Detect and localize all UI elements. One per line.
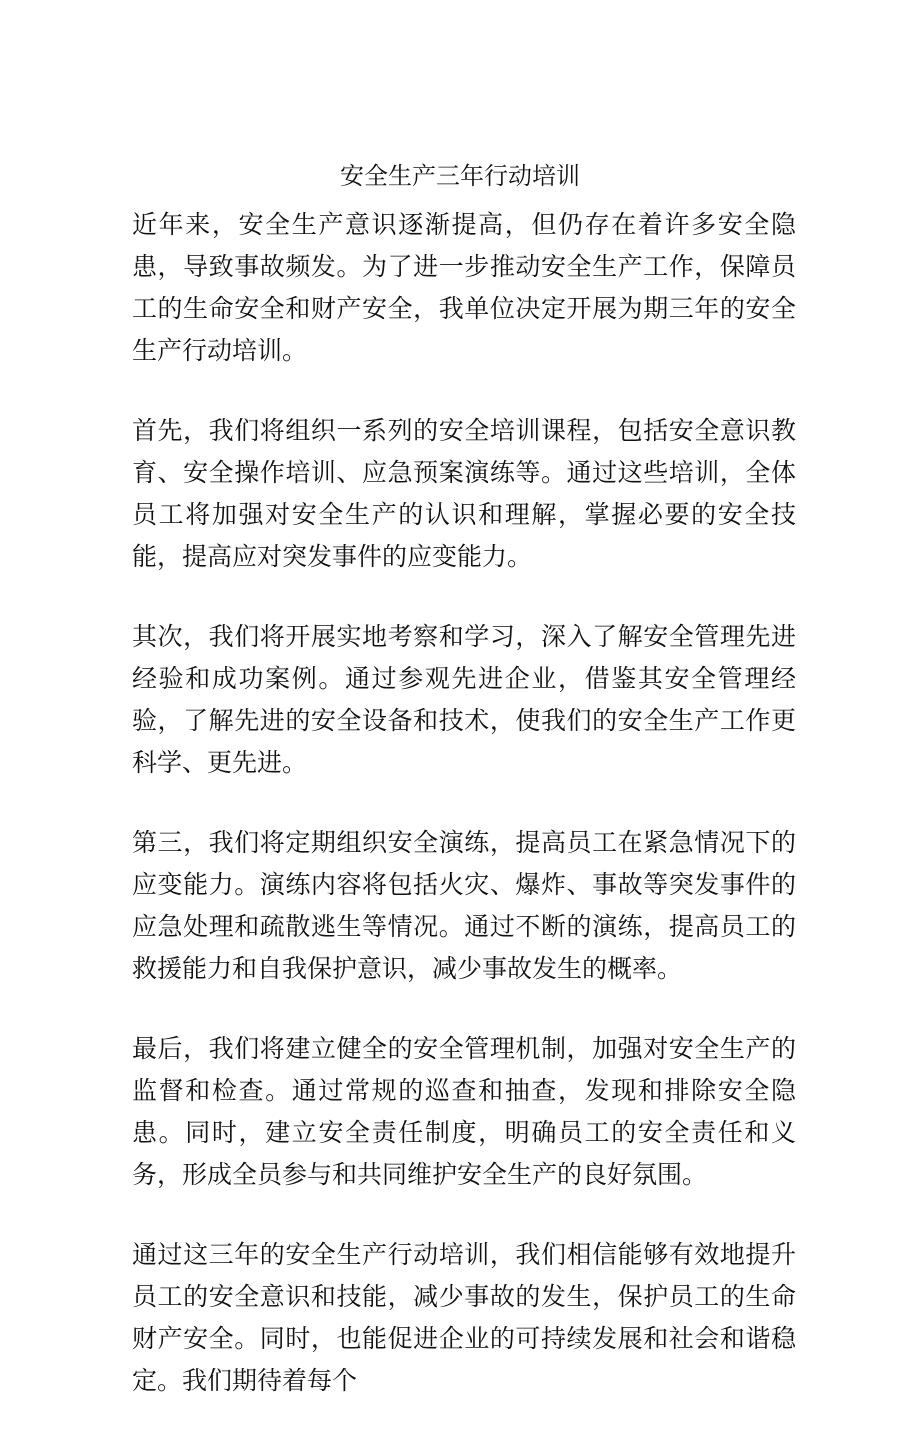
paragraph-conclusion: 通过这三年的安全生产行动培训，我们相信能够有效地提升员工的安全意识和技能，减少事故的发生，保护员工的生命财产安全。同时，也能促进企业的可持续发展和社会和谐稳定。我们期待着每个 <box>132 1240 796 1395</box>
paragraph-third: 第三，我们将定期组织安全演练，提高员工在紧急情况下的应变能力。演练内容将包括火灾、爆炸、事故等突发事件的应急处理和疏散逃生等情况。通过不断的演练，提高员工的救援能力和自我保护意识，减少事故发生的概率。 <box>132 828 796 983</box>
paragraph-first: 首先，我们将组织一系列的安全培训课程，包括安全意识教育、安全操作培训、应急预案演练等。通过这些培训，全体员工将加强对安全生产的认识和理解，掌握必要的安全技能，提高应对突发事件的应变能力。 <box>132 416 796 571</box>
paragraph-second: 其次，我们将开展实地考察和学习，深入了解安全管理先进经验和成功案例。通过参观先进企业，借鉴其安全管理经验，了解先进的安全设备和技术，使我们的安全生产工作更科学、更先进。 <box>132 622 796 777</box>
paragraph-intro: 近年来，安全生产意识逐渐提高，但仍存在着许多安全隐患，导致事故频发。为了进一步推动安全生产工作，保障员工的生命安全和财产安全，我单位决定开展为期三年的安全生产行动培训。 <box>132 210 796 365</box>
paragraph-last: 最后，我们将建立健全的安全管理机制，加强对安全生产的监督和检查。通过常规的巡查和抽查，发现和排除安全隐患。同时，建立安全责任制度，明确员工的安全责任和义务，形成全员参与和共同维护安全生产的良好氛围。 <box>132 1034 796 1189</box>
document-title: 安全生产三年行动培训 <box>340 162 580 190</box>
document-body <box>132 204 796 1440</box>
